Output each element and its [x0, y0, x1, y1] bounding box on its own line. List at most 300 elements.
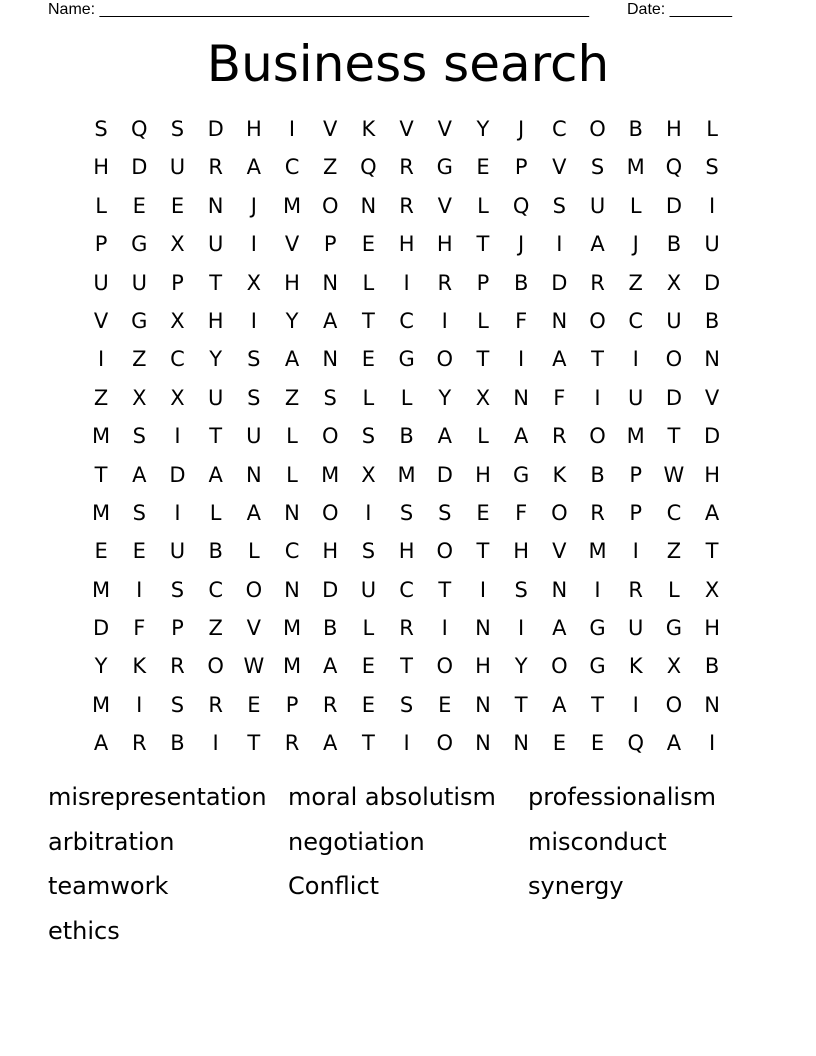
grid-letter: V	[284, 232, 300, 257]
grid-letter: Q	[512, 193, 530, 218]
grid-letter: X	[475, 385, 491, 410]
grid-letter: N	[704, 692, 720, 717]
word-list-item: misrepresentation	[48, 783, 267, 811]
grid-letter: A	[323, 654, 338, 679]
grid-letter: N	[551, 308, 568, 333]
grid-letter: L	[209, 500, 222, 525]
grid-letter: S	[132, 500, 146, 525]
grid-letter: O	[321, 500, 339, 525]
grid-letter: P	[94, 232, 108, 257]
word-list-item: Conflict	[288, 872, 380, 901]
grid-letter: J	[518, 117, 525, 141]
letter-grid	[82, 110, 731, 763]
grid-letter: T	[591, 347, 604, 372]
grid-letter: N	[513, 385, 530, 410]
grid-letter: S	[438, 500, 452, 525]
grid-letter: R	[208, 155, 223, 180]
word-list-item: moral absolutism	[288, 783, 496, 811]
grid-letter: U	[246, 424, 262, 449]
grid-letter: L	[95, 193, 107, 218]
grid-letter: Q	[665, 155, 683, 180]
grid-letter: U	[666, 308, 682, 333]
grid-letter: C	[284, 539, 300, 564]
grid-letter: H	[704, 616, 720, 641]
grid-letter: Z	[284, 385, 300, 410]
grid-letter: V	[399, 117, 414, 141]
grid-letter: N	[322, 270, 339, 295]
grid-letter: M	[397, 462, 416, 487]
header-line	[48, 0, 748, 20]
grid-letter: G	[513, 462, 530, 487]
word-list-item: misconduct	[528, 827, 667, 856]
grid-letter: R	[284, 731, 300, 756]
grid-letter: D	[169, 462, 186, 487]
grid-letter: T	[705, 539, 719, 564]
grid-letter: O	[589, 424, 606, 449]
grid-letter: S	[94, 117, 108, 141]
grid-letter: V	[704, 385, 720, 410]
grid-letter: V	[437, 117, 452, 141]
grid-letter: A	[93, 731, 109, 756]
grid-letter: Z	[323, 155, 338, 180]
grid-letter: R	[590, 500, 605, 525]
grid-letter: I	[212, 731, 219, 756]
grid-letter: N	[360, 193, 377, 218]
grid-letter: U	[628, 616, 644, 641]
grid-letter: W	[243, 654, 265, 679]
grid-letter: H	[322, 539, 339, 564]
grid-letter: I	[479, 577, 487, 602]
grid-letter: O	[245, 577, 263, 602]
grid-letter: R	[552, 424, 567, 449]
grid-letter: X	[666, 654, 682, 679]
grid-letter: A	[704, 500, 720, 525]
grid-letter: O	[436, 654, 454, 679]
grid-letter: I	[97, 347, 105, 372]
grid-letter: G	[398, 347, 415, 372]
grid-letter: L	[362, 270, 375, 295]
grid-letter: N	[513, 731, 530, 756]
grid-letter: I	[632, 347, 639, 372]
grid-letter: H	[436, 232, 453, 257]
grid-letter: R	[322, 692, 338, 717]
grid-letter: T	[591, 692, 604, 717]
grid-letter: F	[515, 308, 528, 333]
grid-letter: O	[321, 424, 339, 449]
grid-letter: V	[323, 117, 338, 141]
grid-letter: I	[250, 308, 257, 333]
grid-letter: D	[93, 616, 110, 641]
grid-letter: A	[552, 692, 567, 717]
grid-letter: F	[515, 500, 528, 525]
grid-letter: Y	[514, 654, 528, 679]
grid-letter: N	[284, 500, 300, 525]
grid-letter: M	[588, 539, 607, 564]
grid-letter: L	[362, 385, 375, 410]
grid-letter: D	[207, 117, 224, 141]
grid-letter: T	[400, 654, 413, 679]
grid-letter: E	[361, 232, 376, 257]
grid-letter: Y	[438, 385, 452, 410]
name-field-label: Name: _______________________________________________________	[48, 1, 589, 18]
grid-letter: N	[704, 347, 720, 372]
grid-letter: E	[170, 193, 185, 218]
grid-letter: B	[704, 308, 720, 333]
grid-letter: I	[441, 308, 448, 333]
grid-letter: P	[629, 462, 643, 487]
grid-letter: B	[399, 424, 414, 449]
grid-letter: B	[323, 616, 338, 641]
grid-letter: S	[170, 692, 185, 717]
grid-letter: H	[704, 462, 720, 487]
grid-letter: X	[170, 232, 185, 257]
grid-letter: C	[666, 500, 682, 525]
grid-letter: R	[399, 155, 414, 180]
grid-letter: H	[666, 117, 682, 141]
grid-letter: I	[594, 385, 601, 410]
grid-letter: M	[282, 654, 302, 679]
grid-letter: M	[92, 577, 111, 602]
grid-letter: G	[589, 654, 606, 679]
grid-letter: N	[475, 692, 491, 717]
grid-letter: D	[131, 155, 148, 180]
grid-letter: P	[171, 270, 184, 295]
grid-letter: O	[665, 692, 683, 717]
grid-letter: U	[360, 577, 377, 602]
grid-letter: S	[705, 155, 719, 180]
grid-letter: H	[93, 155, 109, 180]
grid-letter: O	[551, 500, 568, 525]
grid-letter: H	[398, 232, 415, 257]
grid-letter: A	[590, 232, 605, 257]
grid-letter: R	[208, 692, 223, 717]
grid-letter: H	[245, 117, 262, 141]
grid-letter: D	[322, 577, 339, 602]
grid-letter: F	[133, 616, 146, 641]
grid-letter: X	[666, 270, 682, 295]
grid-letter: L	[668, 577, 680, 602]
grid-letter: T	[514, 692, 528, 717]
word-list-item: negotiation	[288, 827, 425, 856]
grid-letter: V	[552, 539, 567, 564]
grid-letter: E	[590, 731, 605, 756]
grid-letter: S	[399, 692, 414, 717]
grid-letter: T	[247, 731, 261, 756]
grid-letter: T	[476, 539, 490, 564]
grid-letter: S	[247, 385, 261, 410]
grid-letter: S	[170, 577, 185, 602]
grid-letter: S	[323, 385, 337, 410]
grid-letter: L	[286, 462, 298, 487]
grid-letter: M	[626, 155, 645, 180]
grid-letter: B	[208, 539, 223, 564]
grid-letter: O	[589, 308, 606, 333]
grid-letter: S	[361, 424, 376, 449]
grid-letter: H	[398, 539, 415, 564]
grid-letter: V	[437, 193, 452, 218]
grid-letter: S	[399, 500, 414, 525]
word-list-item: teamwork	[48, 872, 169, 901]
grid-letter: R	[628, 577, 644, 602]
grid-letter: C	[208, 577, 223, 602]
grid-letter: X	[361, 462, 376, 487]
grid-letter: M	[92, 424, 111, 449]
grid-letter: A	[323, 308, 338, 333]
grid-letter: D	[665, 385, 682, 410]
grid-letter: Y	[285, 308, 299, 333]
grid-letter: S	[247, 347, 261, 372]
grid-letter: K	[132, 654, 147, 679]
grid-letter: G	[131, 232, 148, 257]
grid-letter: U	[207, 232, 224, 257]
grid-letter: T	[361, 731, 375, 756]
grid-letter: C	[399, 577, 414, 602]
grid-letter: U	[589, 193, 606, 218]
grid-letter: T	[476, 232, 490, 257]
grid-letter: P	[323, 232, 337, 257]
grid-letter: M	[626, 424, 645, 449]
grid-letter: D	[436, 462, 453, 487]
grid-letter: A	[552, 616, 567, 641]
grid-letter: I	[174, 500, 181, 525]
grid-letter: M	[321, 462, 340, 487]
grid-letter: L	[477, 193, 489, 218]
grid-letter: I	[403, 731, 410, 756]
grid-letter: I	[136, 577, 143, 602]
grid-letter: V	[93, 308, 109, 333]
word-list	[48, 778, 768, 957]
grid-letter: X	[132, 385, 147, 410]
grid-letter: R	[399, 616, 414, 641]
grid-letter: Q	[360, 155, 377, 180]
grid-letter: X	[246, 270, 262, 295]
grid-letter: B	[170, 731, 185, 756]
grid-letter: O	[436, 731, 454, 756]
grid-letter: C	[399, 308, 414, 333]
word-list-item: ethics	[48, 917, 120, 946]
grid-letter: D	[704, 270, 721, 295]
grid-letter: J	[632, 232, 639, 257]
grid-letter: I	[556, 232, 563, 257]
grid-letter: L	[400, 385, 413, 410]
grid-letter: N	[322, 347, 339, 372]
grid-letter: O	[665, 347, 683, 372]
grid-letter: S	[170, 117, 185, 141]
grid-letter: A	[666, 731, 682, 756]
grid-letter: B	[590, 462, 605, 487]
word-list-item: synergy	[528, 872, 624, 901]
grid-letter: K	[552, 462, 567, 487]
grid-letter: Q	[627, 731, 644, 756]
grid-letter: I	[708, 731, 716, 756]
grid-letter: A	[246, 155, 262, 180]
grid-letter: N	[475, 731, 491, 756]
grid-letter: E	[476, 155, 490, 180]
grid-letter: S	[552, 193, 567, 218]
grid-letter: J	[250, 193, 257, 218]
grid-letter: O	[551, 654, 568, 679]
grid-letter: N	[475, 616, 491, 641]
grid-letter: D	[665, 193, 682, 218]
grid-letter: O	[321, 193, 339, 218]
grid-letter: U	[93, 270, 109, 295]
grid-letter: H	[475, 654, 491, 679]
grid-letter: U	[131, 270, 147, 295]
grid-letter: T	[476, 347, 490, 372]
grid-letter: A	[208, 462, 223, 487]
grid-letter: M	[92, 500, 111, 525]
grid-letter: M	[282, 616, 302, 641]
grid-letter: I	[594, 577, 601, 602]
grid-letter: B	[666, 232, 682, 257]
grid-letter: S	[590, 155, 605, 180]
grid-letter: X	[704, 577, 720, 602]
grid-letter: C	[284, 155, 300, 180]
grid-letter: U	[169, 155, 186, 180]
grid-letter: F	[553, 385, 566, 410]
grid-letter: E	[476, 500, 490, 525]
grid-letter: U	[169, 539, 186, 564]
grid-letter: L	[706, 117, 718, 141]
grid-letter: O	[436, 539, 454, 564]
grid-letter: R	[399, 193, 414, 218]
grid-letter: Y	[94, 654, 108, 679]
grid-letter: H	[513, 539, 530, 564]
grid-letter: L	[286, 424, 298, 449]
page-title: Business search	[206, 35, 610, 93]
grid-letter: E	[247, 692, 261, 717]
grid-letter: M	[92, 692, 111, 717]
grid-letter: U	[704, 232, 720, 257]
word-list-item: arbitration	[48, 827, 175, 856]
grid-letter: G	[131, 308, 148, 333]
grid-letter: G	[665, 616, 683, 641]
grid-letter: E	[361, 347, 376, 372]
grid-letter: H	[207, 308, 224, 333]
grid-letter: U	[207, 385, 224, 410]
grid-letter: B	[628, 117, 643, 141]
grid-letter: T	[94, 462, 108, 487]
grid-letter: J	[518, 232, 525, 257]
grid-letter: L	[362, 616, 375, 641]
grid-letter: D	[551, 270, 568, 295]
grid-letter: A	[323, 731, 338, 756]
grid-letter: Q	[131, 117, 148, 141]
grid-letter: I	[632, 539, 639, 564]
grid-letter: E	[132, 193, 146, 218]
grid-letter: L	[247, 539, 260, 564]
grid-letter: H	[475, 462, 491, 487]
grid-letter: R	[437, 270, 453, 295]
grid-letter: V	[552, 155, 567, 180]
grid-letter: Z	[93, 385, 109, 410]
grid-letter: N	[551, 577, 568, 602]
grid-letter: D	[704, 424, 721, 449]
grid-letter: P	[514, 155, 528, 180]
grid-letter: A	[284, 347, 300, 372]
grid-letter: B	[704, 654, 720, 679]
grid-letter: O	[207, 654, 224, 679]
grid-letter: W	[663, 462, 685, 487]
grid-letter: R	[170, 654, 185, 679]
grid-letter: E	[94, 539, 108, 564]
grid-letter: I	[174, 424, 181, 449]
grid-letter: X	[170, 308, 185, 333]
grid-letter: T	[361, 308, 375, 333]
grid-letter: R	[590, 270, 605, 295]
grid-letter: I	[518, 616, 525, 641]
grid-letter: N	[245, 462, 262, 487]
grid-letter: K	[628, 654, 643, 679]
grid-letter: Z	[666, 539, 682, 564]
grid-letter: S	[132, 424, 146, 449]
grid-letter: K	[361, 117, 376, 141]
grid-letter: H	[284, 270, 300, 295]
grid-letter: S	[361, 539, 376, 564]
grid-letter: I	[136, 692, 143, 717]
grid-letter: P	[171, 616, 184, 641]
grid-letter: P	[285, 692, 299, 717]
grid-letter: E	[361, 692, 376, 717]
date-field-label: Date: _______	[627, 1, 732, 18]
grid-letter: I	[365, 500, 372, 525]
grid-letter: Z	[628, 270, 643, 295]
grid-letter: E	[552, 731, 566, 756]
grid-letter: T	[209, 424, 223, 449]
grid-letter: I	[632, 692, 639, 717]
grid-letter: A	[552, 347, 567, 372]
grid-letter: C	[628, 308, 644, 333]
grid-letter: N	[284, 577, 300, 602]
grid-letter: I	[250, 232, 257, 257]
grid-letter: O	[436, 347, 454, 372]
grid-letter: B	[513, 270, 529, 295]
grid-letter: I	[288, 117, 296, 141]
grid-letter: E	[438, 692, 452, 717]
grid-letter: A	[437, 424, 452, 449]
grid-letter: A	[246, 500, 262, 525]
grid-letter: A	[132, 462, 147, 487]
grid-letter: I	[518, 347, 525, 372]
grid-letter: T	[438, 577, 452, 602]
grid-letter: Z	[208, 616, 223, 641]
grid-letter: T	[209, 270, 223, 295]
grid-letter: L	[629, 193, 642, 218]
grid-letter: R	[131, 731, 147, 756]
grid-letter: C	[552, 117, 567, 141]
grid-letter: G	[436, 155, 453, 180]
grid-letter: O	[589, 117, 606, 141]
grid-letter: N	[207, 193, 224, 218]
grid-letter: Z	[132, 347, 147, 372]
word-list-item: professionalism	[528, 783, 716, 811]
grid-letter: Y	[476, 117, 490, 141]
grid-letter: E	[132, 539, 146, 564]
grid-letter: X	[170, 385, 185, 410]
grid-letter: T	[667, 424, 681, 449]
grid-letter: P	[476, 270, 490, 295]
grid-letter: V	[246, 616, 262, 641]
grid-letter: E	[361, 654, 376, 679]
grid-letter: I	[441, 616, 448, 641]
grid-letter: I	[403, 270, 410, 295]
grid-letter: Y	[209, 347, 223, 372]
grid-letter: M	[282, 193, 302, 218]
grid-letter: L	[477, 308, 489, 333]
grid-letter: A	[513, 424, 529, 449]
grid-letter: P	[629, 500, 643, 525]
grid-letter: L	[477, 424, 489, 449]
